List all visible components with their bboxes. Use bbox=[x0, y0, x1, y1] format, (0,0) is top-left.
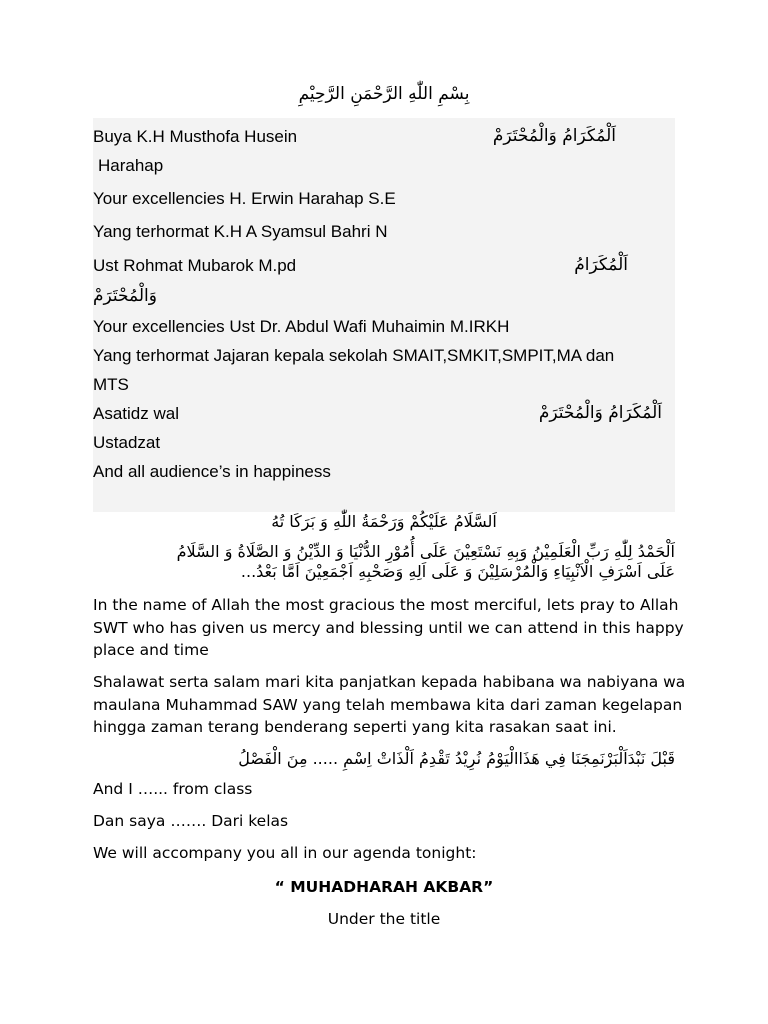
greeting-line-6: Yang terhormat Jajaran kepala sekolah SMAIT,SMKIT,SMPIT,MA dan bbox=[93, 346, 615, 365]
greeting-line-6-cont: MTS bbox=[93, 375, 129, 394]
paragraph-shalawat-line: maulana Muhammad SAW yang telah membawa kita dari zaman kegelapan bbox=[93, 695, 683, 714]
greeting-line-1-name: Buya K.H Musthofa Husein bbox=[93, 127, 298, 146]
hamdalah-line-2: عَلَى اَسْرَفِ الْاَنْبِيَاءِ وَالْمُرْسَلِيْنَ وَ عَلَى اَلِهِ وَصَحْبِهِ اَجْمَعِيْنَ اَمَّا بَعْدُ... bbox=[240, 562, 675, 581]
paragraph-opening-line: place and time bbox=[93, 641, 209, 659]
and-i-line: And I …... from class bbox=[93, 780, 253, 798]
greetings-shaded-block bbox=[93, 118, 675, 512]
greeting-line-2: Your excellencies H. Erwin Harahap S.E bbox=[93, 189, 396, 208]
event-title: “ MUHADHARAH AKBAR” bbox=[274, 878, 494, 896]
greeting-line-1-cont: Harahap bbox=[98, 156, 164, 175]
greeting-line-5: Your excellencies Ust Dr. Abdul Wafi Muhaimin M.IRKH bbox=[93, 317, 510, 336]
greeting-line-7-arabic: اَلْمُكَرَامُ وَالْمُحْتَرَمْ bbox=[538, 403, 662, 423]
greeting-line-3: Yang terhormat K.H A Syamsul Bahri N bbox=[93, 222, 388, 241]
arabic-intro-text: قَبْلَ نَبْدَاَلْبَرْنَمِجَنَا فِي هَذَاالْيَوْمُ نُرِيْدُ تَقْدِمُ اَلْذَاتْ اِسْمِ ..... مِنَ الْفَصْلُ bbox=[238, 749, 675, 768]
greeting-line-4-arabic: اَلْمُكَرَامُ bbox=[574, 255, 628, 275]
greeting-line-8: And all audience’s in happiness bbox=[93, 462, 331, 481]
paragraph-shalawat bbox=[93, 671, 686, 739]
paragraph-opening-line: SWT who has given us mercy and blessing until we can attend in this happy bbox=[93, 618, 684, 637]
hamdalah-line-1: اَلْحَمْدُ لِلّٰهِ رَبِّ الْعَلَمِيْنُ وَبِهِ نَسْتَعِيْنَ عَلَى أُمُوْرِ الدُّنْيَا وَ الدِّيْنُ وَ الصَّلَاةُ وَ السَّلَامُ bbox=[176, 542, 675, 561]
hamdalah-block bbox=[93, 542, 675, 582]
under-title-line: Under the title bbox=[327, 910, 441, 928]
greeting-line-4-arabic-cont: وَالْمُحْتَرَمْ bbox=[93, 286, 157, 306]
paragraph-shalawat-line: Shalawat serta salam mari kita panjatkan kepada habibana wa nabiyana wa bbox=[93, 673, 686, 691]
greeting-line-1-arabic: اَلْمُكَرَامُ وَالْمُحْتَرَمْ bbox=[492, 126, 616, 146]
paragraph-opening bbox=[93, 594, 684, 662]
bismillah-heading: بِسْمِ اللّٰهِ الرَّحْمَنِ الرَّحِيْمِ bbox=[298, 84, 470, 104]
accompany-line: We will accompany you all in our agenda tonight: bbox=[93, 844, 477, 862]
paragraph-opening-line: In the name of Allah the most gracious the most merciful, lets pray to Allah bbox=[93, 596, 679, 614]
greeting-line-7-cont: Ustadzat bbox=[93, 433, 161, 452]
greeting-line-4-name: Ust Rohmat Mubarok M.pd bbox=[93, 256, 297, 275]
salam-line: اَلسَّلَامُ عَلَيْكُمْ وَرَحْمَةُ اللّٰهِ وَ بَرَكَا تُهُ bbox=[271, 512, 497, 531]
greeting-line-7-name: Asatidz wal bbox=[93, 404, 179, 423]
paragraph-shalawat-line: hingga zaman terang benderang seperti yang kita rasakan saat ini. bbox=[93, 718, 617, 736]
dan-saya-line: Dan saya ……. Dari kelas bbox=[93, 812, 289, 830]
arabic-intro-line bbox=[93, 749, 675, 769]
